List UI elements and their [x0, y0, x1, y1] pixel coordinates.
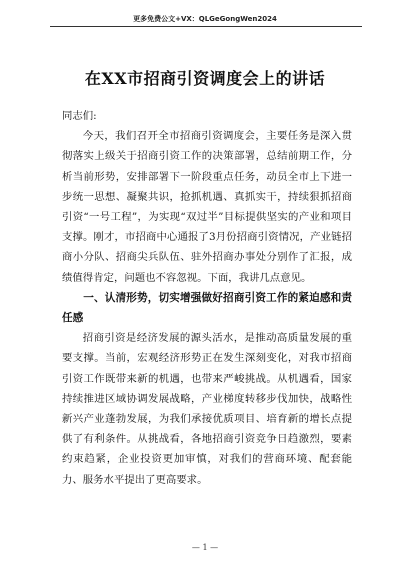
paragraph-section-1: 招商引资是经济发展的源头活水，是推动高质量发展的重要支撑。当前，宏观经济形势正在发生深刻变化，对我市招商引资工作既带来新的机遇，也带来严峻挑战。从机遇看，国家持续推进区域协调发展战略，产业梯度转移步伐加快，战略性新兴产业蓬勃发展，为我们承接优质项目、培育新的增长点提供了有利条件。从挑战看，各地招商引资竞争日趋激烈，要素约束趋紧，企业投资更加审慎，对我们的营商环境、配套能力、服务水平提出了更高要求。	[62, 332, 352, 486]
header-divider	[50, 26, 362, 27]
document-body	[62, 106, 352, 490]
paragraph-intro: 今天，我们召开全市招商引资调度会，主要任务是深入贯彻落实上级关于招商引资工作的决策部署，总结前期工作，分析当前形势，安排部署下一阶段重点任务，动员全市上下进一步统一思想、凝聚共识，抢抓机遇、真抓实干，持续狠抓招商引资“一号工程”，为实现“双过半”目标提供坚实的产业和项目支撑。刚才，市招商中心通报了3月份招商引资情况，产业链招商小分队、招商尖兵队伍、驻外招商办事处分别作了汇报，成绩值得肯定，问题也不容忽视。下面，我讲几点意见。	[62, 130, 352, 284]
section-heading-1: 一、认清形势，切实增强做好招商引资工作的紧迫感和责任感	[62, 291, 352, 325]
page-number: — 1 —	[191, 543, 219, 552]
header-note: 更多免费公文+VX：QLGeGongWen2024	[133, 15, 277, 23]
salutation: 同志们:	[62, 110, 97, 122]
document-title: 在XX市招商引资调度会上的讲话	[84, 69, 326, 88]
